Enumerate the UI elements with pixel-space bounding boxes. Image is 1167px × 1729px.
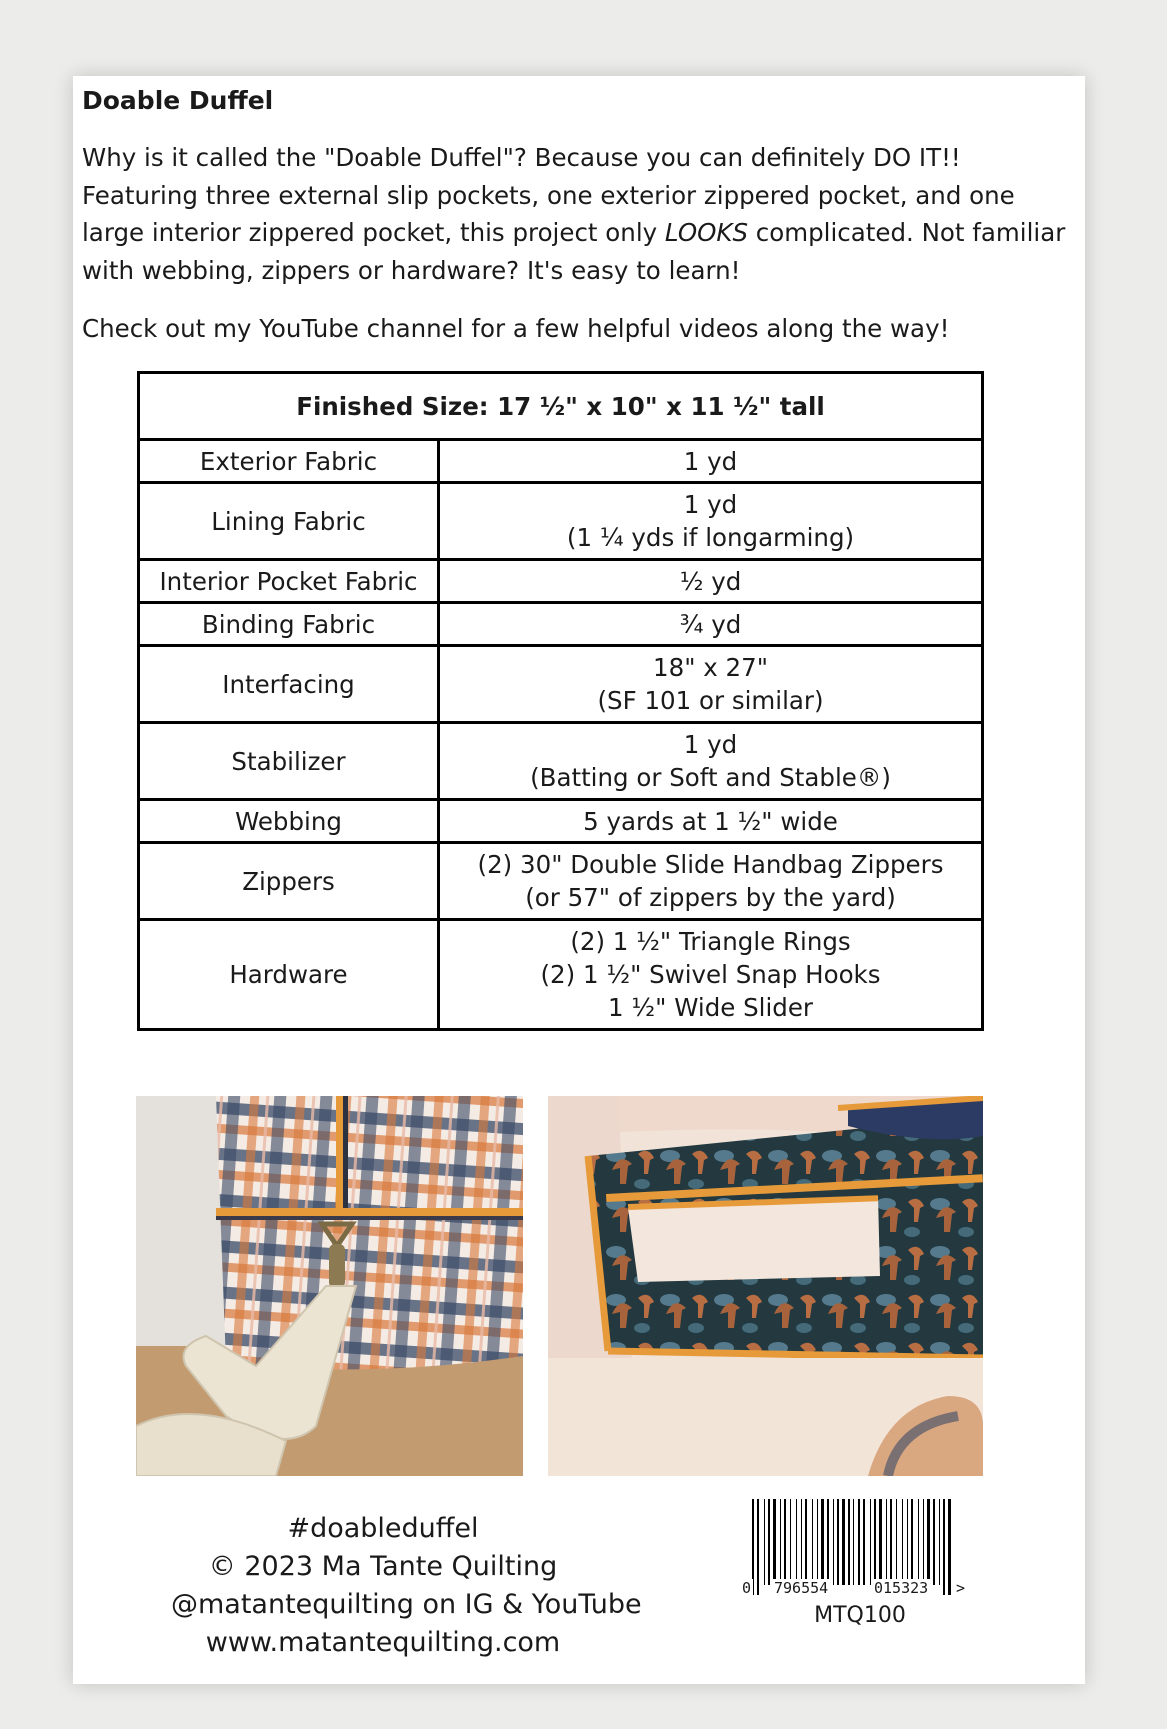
barcode-bar bbox=[821, 1499, 824, 1585]
material-label: Webbing bbox=[139, 800, 439, 843]
material-amount: 1 yd bbox=[439, 440, 983, 483]
duffel-exterior-photo bbox=[136, 1096, 523, 1476]
credits-block bbox=[171, 1510, 642, 1662]
material-label: Exterior Fabric bbox=[139, 440, 439, 483]
table-row bbox=[139, 723, 983, 800]
barcode-bar bbox=[948, 1499, 951, 1595]
barcode-bar bbox=[784, 1499, 786, 1585]
barcode-bar bbox=[902, 1499, 903, 1585]
emphasis-text: LOOKS bbox=[664, 218, 749, 247]
material-label: Lining Fabric bbox=[139, 483, 439, 560]
table-row bbox=[139, 483, 983, 560]
barcode-bar bbox=[796, 1499, 797, 1585]
material-label: Interfacing bbox=[139, 646, 439, 723]
barcode-bar bbox=[764, 1499, 765, 1585]
table-row bbox=[139, 646, 983, 723]
table-row bbox=[139, 560, 983, 603]
intro-paragraph bbox=[82, 139, 1065, 289]
table-row bbox=[139, 920, 983, 1030]
material-label: Zippers bbox=[139, 843, 439, 920]
material-label: Stabilizer bbox=[139, 723, 439, 800]
barcode-bar bbox=[805, 1499, 807, 1585]
barcode-group-left: 796554 bbox=[774, 1579, 829, 1597]
barcode-bar bbox=[837, 1499, 839, 1585]
intro-line: Why is it called the "Doable Duffel"? Because you can definitely DO IT!! bbox=[82, 143, 961, 172]
barcode-digit-first: 0 bbox=[742, 1579, 752, 1597]
barcode-bar bbox=[858, 1499, 860, 1585]
barcode-bar bbox=[848, 1499, 850, 1585]
barcode-bar bbox=[879, 1499, 882, 1585]
barcode-bar bbox=[863, 1499, 865, 1585]
youtube-note: Check out my YouTube channel for a few helpful videos along the way! bbox=[82, 314, 950, 343]
material-amount: ½ yd bbox=[439, 560, 983, 603]
barcode-bar bbox=[833, 1499, 834, 1585]
duffel-interior-photo bbox=[548, 1096, 983, 1476]
barcode-bar bbox=[870, 1499, 871, 1585]
barcode-bar bbox=[817, 1499, 818, 1585]
material-amount: 1 yd (1 ¼ yds if longarming) bbox=[439, 483, 983, 560]
barcode-bar bbox=[886, 1499, 887, 1585]
barcode-bar bbox=[842, 1499, 845, 1585]
material-label: Binding Fabric bbox=[139, 603, 439, 646]
material-amount: (2) 30" Double Slide Handbag Zippers (or 57" of zippers by the yard) bbox=[439, 843, 983, 920]
social-handle: @matantequilting on IG & YouTube bbox=[171, 1589, 642, 1620]
barcode-bar bbox=[768, 1499, 770, 1585]
material-amount: 5 yards at 1 ½" wide bbox=[439, 800, 983, 843]
barcode-bar bbox=[927, 1499, 930, 1585]
barcode-bar bbox=[812, 1499, 813, 1585]
barcode-group-right: 015323 bbox=[874, 1579, 929, 1597]
barcode-bar bbox=[853, 1499, 854, 1585]
pattern-title: Doable Duffel bbox=[82, 86, 274, 115]
barcode-arrow-icon: > bbox=[956, 1579, 966, 1597]
intro-line: with webbing, zippers or hardware? It's easy to learn! bbox=[82, 255, 741, 285]
barcode-bar bbox=[773, 1499, 776, 1585]
barcode-bar bbox=[896, 1499, 897, 1585]
barcode-bar bbox=[890, 1499, 892, 1585]
barcode-bar bbox=[923, 1499, 924, 1585]
barcode-bar bbox=[911, 1499, 913, 1585]
table-row bbox=[139, 440, 983, 483]
upc-barcode bbox=[740, 1499, 980, 1639]
copyright: © 2023 Ma Tante Quilting bbox=[208, 1551, 558, 1582]
barcode-bar bbox=[939, 1499, 940, 1585]
barcode-bar bbox=[780, 1499, 781, 1585]
material-label: Interior Pocket Fabric bbox=[139, 560, 439, 603]
material-amount: 18" x 27" (SF 101 or similar) bbox=[439, 646, 983, 723]
barcode-bar bbox=[943, 1499, 945, 1595]
table-row bbox=[139, 800, 983, 843]
barcode-bar bbox=[801, 1499, 802, 1585]
material-label: Hardware bbox=[139, 920, 439, 1030]
requirements-table bbox=[137, 371, 984, 1031]
table-row bbox=[139, 843, 983, 920]
pattern-back-cover bbox=[73, 76, 1085, 1684]
barcode-bar bbox=[907, 1499, 908, 1585]
intro-line: large interior zippered pocket, this project only LOOKS complicated. Not familiar bbox=[82, 218, 1066, 247]
finished-size-header: Finished Size: 17 ½" x 10" x 11 ½" tall bbox=[139, 373, 983, 440]
material-amount: 1 yd (Batting or Soft and Stable®) bbox=[439, 723, 983, 800]
website: www.matantequilting.com bbox=[205, 1627, 561, 1658]
material-amount: (2) 1 ½" Triangle Rings (2) 1 ½" Swivel Snap Hooks 1 ½" Wide Slider bbox=[439, 920, 983, 1030]
barcode-bar bbox=[827, 1499, 829, 1585]
barcode-bar bbox=[933, 1499, 935, 1585]
barcode-bar bbox=[918, 1499, 919, 1585]
barcode-bar bbox=[790, 1499, 791, 1585]
table-row bbox=[139, 603, 983, 646]
intro-line: Featuring three external slip pockets, one exterior zippered pocket, and one bbox=[82, 180, 1015, 210]
sku-code: MTQ100 bbox=[814, 1603, 906, 1628]
material-amount: ¾ yd bbox=[439, 603, 983, 646]
barcode-bar bbox=[757, 1499, 759, 1595]
hashtag: #doableduffel bbox=[287, 1513, 479, 1544]
